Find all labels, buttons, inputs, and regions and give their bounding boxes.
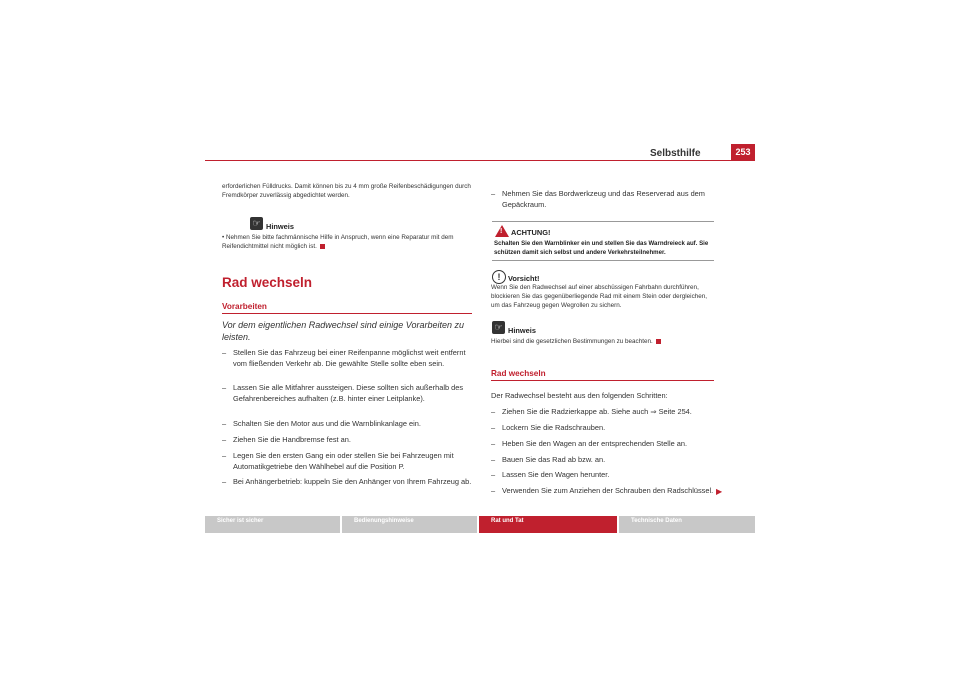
subsection-rule <box>222 313 472 314</box>
list-item: – Ziehen Sie die Handbremse fest an. <box>222 435 351 444</box>
footer-tab-technische-daten[interactable]: Technische Daten <box>619 516 755 533</box>
intro-paragraph: erforderlichen Fülldrucks. Damit können bis zu 4 mm große Reifenbeschädigungen durch Fremdkörper zuverlässig abgedichtet werden. <box>222 183 471 199</box>
list-item: – Bauen Sie das Rad ab bzw. an. <box>491 455 606 464</box>
list-item: – Lassen Sie den Wagen herunter. <box>491 470 610 479</box>
steps-intro: Der Radwechsel besteht aus den folgenden Schritten: <box>491 391 668 400</box>
note-heading-right: Hinweis <box>508 326 536 335</box>
note-hand-icon: ☞ <box>250 217 263 230</box>
caution-text: Wenn Sie den Radwechsel auf einer abschüssigen Fahrbahn durchführen, blockieren Sie das gegenüberliegende Rad mit einem Stein oder dergleichen, um das Fahrzeug gegen Wegrollen zu sichern. <box>491 284 707 309</box>
note-hand-icon: ☞ <box>492 321 505 334</box>
list-item: – Lassen Sie alle Mitfahrer aussteigen. Diese sollten sich außerhalb des Gefahrenbereiches aufhalten (z.B. hinter einer Leitplanke). <box>222 383 464 403</box>
caution-heading: Vorsicht! <box>508 274 540 283</box>
footer-tab-rat-und-tat[interactable]: Rat und Tat <box>479 516 617 533</box>
lead-paragraph: Vor dem eigentlichen Radwechsel sind einige Vorarbeiten zu leisten. <box>222 320 464 342</box>
note-text: • Nehmen Sie bitte fachmännische Hilfe in Anspruch, wenn eine Reparatur mit dem Reifendichtmittel nicht möglich ist. <box>222 234 454 250</box>
note-text-right-body: Hierbei sind die gesetzlichen Bestimmungen zu beachten. <box>491 338 653 345</box>
section-title: Rad wechseln <box>222 275 313 290</box>
list-item: – Schalten Sie den Motor aus und die Warnblinkanlage ein. <box>222 419 421 428</box>
warning-triangle-icon: ! <box>495 225 509 237</box>
header-rule <box>205 160 755 161</box>
warning-heading: ACHTUNG! <box>511 228 551 237</box>
footer-tab-bedienung[interactable]: Bedienungshinweise <box>342 516 477 533</box>
list-item: – Bei Anhängerbetrieb: kuppeln Sie den Anhänger von Ihrem Fahrzeug ab. <box>222 477 472 486</box>
page-number: 253 <box>731 144 755 160</box>
subsection-title-vorarbeiten: Vorarbeiten <box>222 302 267 311</box>
note-heading: Hinweis <box>266 222 294 231</box>
list-item: – Stellen Sie das Fahrzeug bei einer Reifenpanne möglichst weit entfernt vom fließenden Verkehr ab. Die gewählte Stelle sollte eben sein. <box>222 348 466 368</box>
end-marker-icon <box>656 339 661 344</box>
subsection-title-rad-wechseln: Rad wechseln <box>491 369 546 378</box>
list-item: – Lockern Sie die Radschrauben. <box>491 423 606 432</box>
note-text-body: Nehmen Sie bitte fachmännische Hilfe in Anspruch, wenn eine Reparatur mit dem Reifendichtmittel nicht möglich ist. <box>222 234 454 250</box>
subsection-rule <box>491 380 714 381</box>
caution-icon: ! <box>492 270 506 284</box>
list-item: – Ziehen Sie die Radzierkappe ab. Siehe auch ⇒ Seite 254. <box>491 407 692 416</box>
list-item: – Nehmen Sie das Bordwerkzeug und das Reserverad aus dem Gepäckraum. <box>491 189 705 209</box>
footer-tab-sicher[interactable]: Sicher ist sicher <box>205 516 340 533</box>
warning-text: Schalten Sie den Warnblinker ein und stellen Sie das Warndreieck auf. Sie schützen damit sich selbst und andere Verkehrsteilnehmer. <box>494 240 709 256</box>
end-marker-icon <box>320 244 325 249</box>
page-header-title: Selbsthilfe <box>650 148 701 159</box>
list-item: – Legen Sie den ersten Gang ein oder stellen Sie bei Fahrzeugen mit Automatikgetriebe den Wählhebel auf die Position P. <box>222 451 454 471</box>
note-text-right <box>491 337 716 346</box>
list-item: – Verwenden Sie zum Anziehen der Schrauben den Radschlüssel. <box>491 486 714 495</box>
list-item: – Heben Sie den Wagen an der entsprechenden Stelle an. <box>491 439 688 448</box>
continue-arrow-icon: ▶ <box>716 487 723 496</box>
